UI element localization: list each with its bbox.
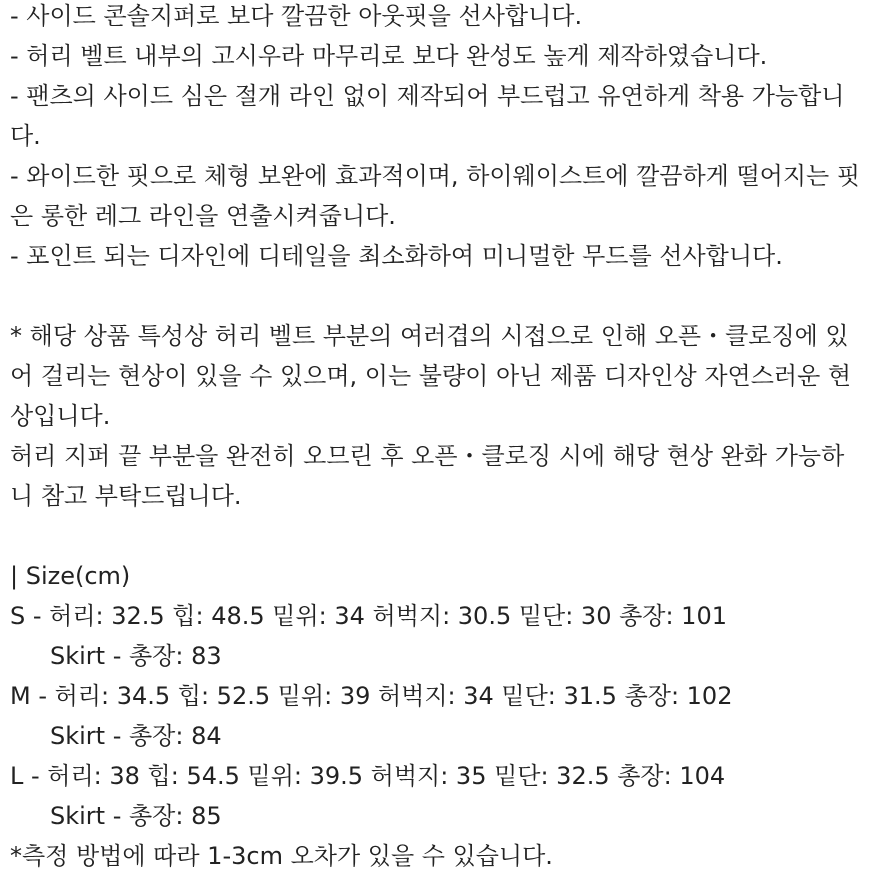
size-row-l-skirt: Skirt - 총장: 85	[50, 802, 222, 830]
feature-line: 은 롱한 레그 라인을 연출시켜줍니다.	[10, 202, 396, 230]
size-footnote: *측정 방법에 따라 1-3cm 오차가 있을 수 있습니다.	[10, 842, 553, 870]
notice-line: 허리 지퍼 끝 부분을 완전히 오므린 후 오픈・클로징 시에 해당 현상 완화 가능하	[10, 442, 845, 470]
feature-line: - 팬츠의 사이드 심은 절개 라인 없이 제작되어 부드럽고 유연하게 착용 가능합니	[10, 82, 845, 110]
size-row-m-skirt: Skirt - 총장: 84	[50, 722, 222, 750]
spacer	[10, 516, 864, 556]
notice-line: 어 걸리는 현상이 있을 수 있으며, 이는 불량이 아닌 제품 디자인상 자연스러운 현	[10, 362, 852, 390]
notice-line: * 해당 상품 특성상 허리 벨트 부분의 여러겹의 시접으로 인해 오픈・클로징에 있	[10, 322, 849, 350]
feature-line: - 와이드한 핏으로 체형 보완에 효과적이며, 하이웨이스트에 깔끔하게 떨어지는 핏	[10, 162, 861, 190]
size-row-s-skirt: Skirt - 총장: 83	[50, 642, 222, 670]
notice-line: 니 참고 부탁드립니다.	[10, 482, 242, 510]
feature-line: - 사이드 콘솔지퍼로 보다 깔끔한 아웃핏을 선사합니다.	[10, 2, 583, 30]
size-header: | Size(cm)	[10, 562, 131, 590]
size-row-s: S - 허리: 32.5 힙: 48.5 밑위: 34 허벅지: 30.5 밑단: 30 총장: 101	[10, 602, 727, 630]
size-row-m: M - 허리: 34.5 힙: 52.5 밑위: 39 허벅지: 34 밑단: 31.5 총장: 102	[10, 682, 733, 710]
feature-line: - 허리 벨트 내부의 고시우라 마무리로 보다 완성도 높게 제작하였습니다.	[10, 42, 768, 70]
size-row-l: L - 허리: 38 힙: 54.5 밑위: 39.5 허벅지: 35 밑단: 32.5 총장: 104	[10, 762, 726, 790]
feature-line: - 포인트 되는 디자인에 디테일을 최소화하여 미니멀한 무드를 선사합니다.	[10, 242, 783, 270]
spacer	[10, 276, 864, 316]
notice-line: 상입니다.	[10, 402, 111, 430]
feature-line: 다.	[10, 122, 41, 150]
